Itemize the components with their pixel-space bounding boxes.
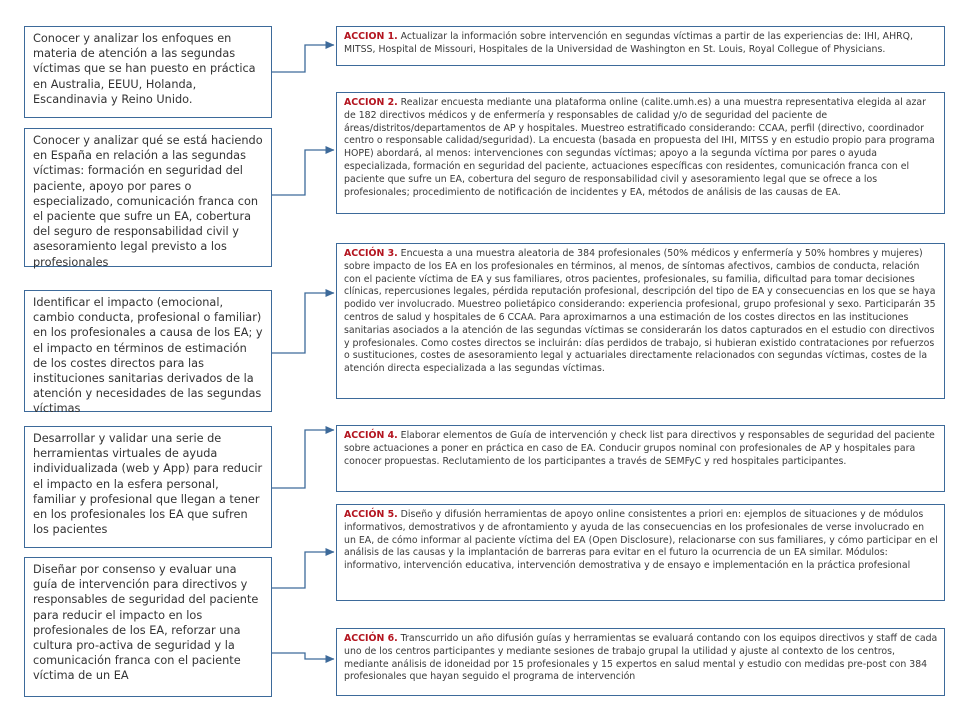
objective-box-3: Identificar el impacto (emocional, cambio conducta, profesional o familiar) en los profesionales a causa de los EA; y el impacto en términos de estimación de los costes directos para las instituciones sanitarias derivados de la atención y necesidades de las segundas víctimas (24, 290, 272, 412)
action-box-3 (336, 243, 945, 399)
action-box-2 (336, 92, 945, 214)
connector-objective-2-to-action-2 (271, 150, 334, 195)
objective-box-1: Conocer y analizar los enfoques en materia de atención a las segundas víctimas que se han puesto en práctica en Australia, EEUU, Holanda, Escandinavia y Reino Unido. (24, 26, 272, 118)
action-text: Realizar encuesta mediante una plataforma online (calite.umh.es) a una muestra representativa elegida al azar de 182 directivos médicos y de enfermería y responsables de calidad y/o de seguridad del paciente de áreas/distritos/departamentos de AP y hospitales. Muestreo estratificado considerando: CCAA, perfil (directivo, coordinador centro o responsable calidad/seguridad). La encuesta (basada en propuesta del IHI, MITSS y en estudio propio para programa HOPE) abordará, al menos: intervenciones con segundas víctimas; apoyo a la segunda víctima por pares o ayuda especializada, formación en seguridad del paciente, actuaciones específicas con residentes, comunicación franca con el paciente que sufre un EA, cobertura del seguro de responsabilidad civil y asesoramiento legal que se ofrece a los profesionales; procedimiento de notificación de incidentes y EA, métodos de análisis de las causas de EA. (344, 97, 935, 198)
action-label: ACCIÓN 5. (344, 509, 398, 520)
action-text: Transcurrido un año difusión guías y herramientas se evaluará contando con los equipos directivos y staff de cada uno de los centros participantes y mediante sesiones de trabajo grupal la utilidad y ajuste al contexto de los centros, mediante análisis de idoneidad por 15 profesionales y 15 expertos en salud mental y estudio con medidas pre-post con 384 profesionales que hayan seguido el programa de intervención (344, 633, 938, 683)
connector-objective-3-to-action-3 (271, 293, 334, 353)
objective-box-2: Conocer y analizar qué se está haciendo en España en relación a las segundas víctimas: formación en seguridad del paciente, apoyo por pares o especializado, comunicación franca con el paciente que sufre un EA, cobertura del seguro de responsabilidad civil y asesoramiento legal previsto a los profesionales (24, 128, 272, 267)
action-label: ACCION 1. (344, 31, 398, 42)
action-box-6 (336, 628, 945, 696)
objective-box-4: Desarrollar y validar una serie de herramientas virtuales de ayuda individualizada (web y App) para reducir el impacto en la esfera personal, familiar y profesional que llegan a tener en los profesionales los EA que sufren los pacientes (24, 426, 272, 548)
connector-objective-1-to-action-1 (271, 45, 334, 72)
action-text: Elaborar elementos de Guía de intervención y check list para directivos y responsables de seguridad del paciente sobre actuaciones a poner en práctica en caso de EA. Conducir grupos nominal con profesionales de AP y hospitales para conocer propuestas. Reclutamiento de los participantes a través de SEMFyC y red hospitales participantes. (344, 430, 935, 467)
action-label: ACCION 2. (344, 97, 398, 108)
connector-objective-4-to-action-4 (271, 430, 334, 488)
action-text: Actualizar la información sobre intervención en segundas víctimas a partir de las experiencias de: IHI, AHRQ, MITSS, Hospital de Missouri, Hospitales de la Universidad de Washington en St. Louis, Royal Collegue of Physicians. (344, 31, 914, 55)
action-text: Encuesta a una muestra aleatoria de 384 profesionales (50% médicos y enfermería y 50% hombres y mujeres) sobre impacto de los EA en los profesionales en términos, al menos, de síntomas afectivos, cambios de conducta, relación con el paciente víctima de EA y sus familiares, otros pacientes, profesionales, su familia, dificultad para tomar decisiones clínicas, repercusiones legales, pérdida reputación profesional, descripción del tipo de EA y consecuencias en los que se haya podido ver involucrado. Muestreo polietápico considerando: experiencia profesional, grupo profesional y sexo. Participarán 35 centros de salud y hospitales de 6 CCAA. Para aproximarnos a una estimación de los costes directos en las instituciones sanitarias asociados a la atención de las segundas víctimas se considerarán los datos capturados en el estudio con directivos y profesionales. Como costes directos se incluirán: días perdidos de trabajo, si hubieran existido contrataciones por refuerzos o sustituciones, costes de asesoramiento legal y actuariales directamente relacionados con segundas víctimas, costes de la atención directa especializada a las segundas víctimas. (344, 248, 936, 375)
action-box-1 (336, 26, 945, 66)
connector-objective-5-to-action-5 (271, 552, 334, 588)
action-box-5 (336, 504, 945, 601)
action-label: ACCIÓN 3. (344, 248, 398, 259)
action-box-4 (336, 425, 945, 492)
objective-box-5: Diseñar por consenso y evaluar una guía de intervención para directivos y responsables de seguridad del paciente para reducir el impacto en los profesionales de los EA, reforzar una cultura pro-activa de seguridad y la comunicación franca con el paciente víctima de un EA (24, 557, 272, 697)
action-label: ACCIÓN 6. (344, 633, 398, 644)
connector-objective-5-to-action-6 (271, 653, 334, 659)
action-text: Diseño y difusión herramientas de apoyo online consistentes a priori en: ejemplos de situaciones y de módulos informativos, demostrativos y de afrontamiento y ayuda de las consecuencias en los profesionales de verse involucrado en un EA, de cómo informar al paciente víctima del EA (Open Disclosure), relacionarse con sus familiares, y cómo participar en el análisis de las causas y la implantación de barreras para evitar en el futuro la ocurrencia de un EA similar. Módulos: informativo, intervención educativa, intervención demostrativa y de ensayo e implementación en la práctica profesional (344, 509, 938, 572)
action-label: ACCIÓN 4. (344, 430, 398, 441)
